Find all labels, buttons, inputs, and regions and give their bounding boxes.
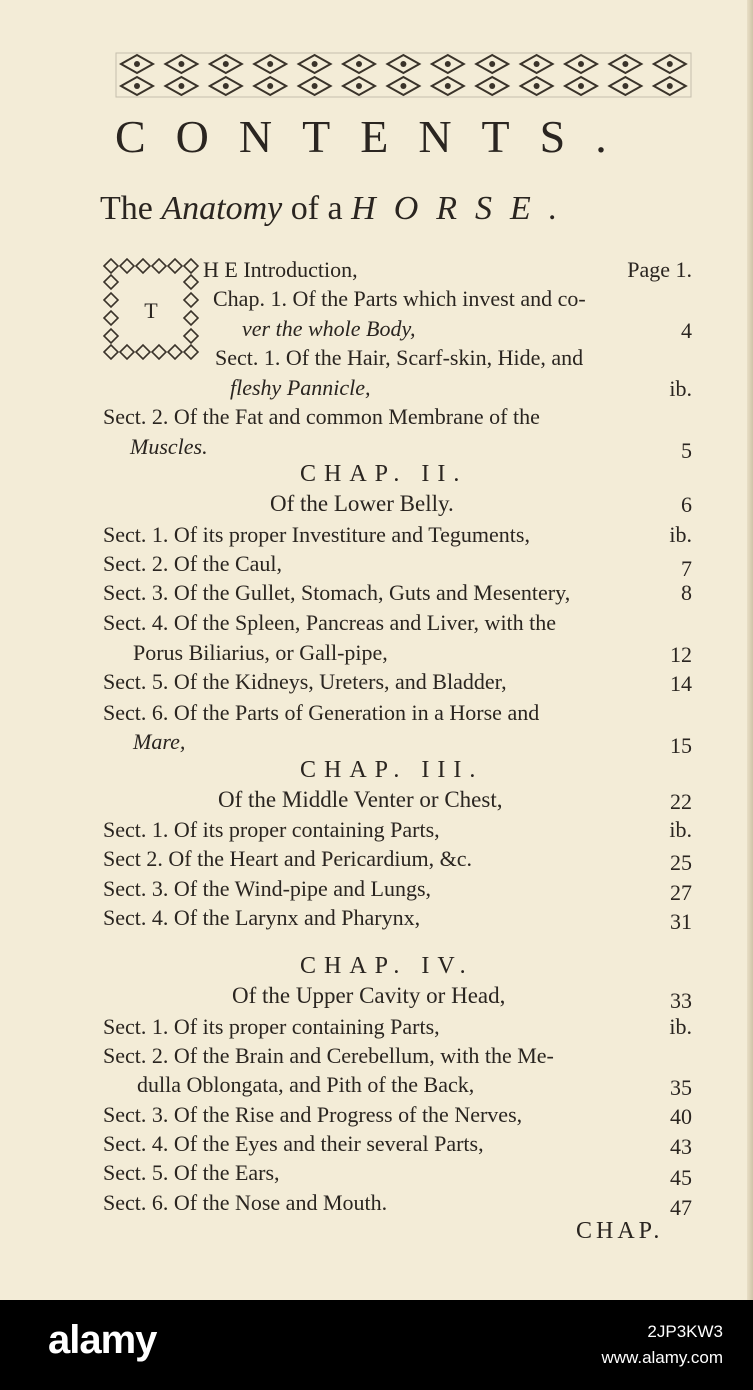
ornament-dot [622, 83, 628, 89]
ornament-dot [667, 61, 673, 67]
entry-page: 5 [681, 438, 692, 463]
entry-page: Page 1. [627, 257, 692, 282]
entry-section: Sect. 5. Of the Ears, [103, 1160, 280, 1185]
ornament-dot [578, 61, 584, 67]
entry-page: ib. [669, 1014, 692, 1039]
entry-page: 47 [670, 1195, 692, 1220]
entry-introduction: H E Introduction, [203, 257, 358, 282]
entry-continuation: ver the whole Body, [242, 316, 416, 341]
initial-border-motif [184, 311, 198, 325]
ornament-dot [312, 61, 318, 67]
chapter-title: Of the Upper Cavity or Head, [232, 983, 506, 1008]
ornament-dot [267, 83, 273, 89]
entry-section: Sect. 2. Of the Brain and Cerebellum, with the Me- [103, 1043, 554, 1068]
entry-page: 6 [681, 492, 692, 517]
entry-section: Sect. 6. Of the Parts of Generation in a Horse and [103, 700, 540, 725]
ornament-dot [356, 83, 362, 89]
ornament-dot [489, 61, 495, 67]
entry-page: 22 [670, 789, 692, 814]
entry-section: Sect. 5. Of the Kidneys, Ureters, and Bladder, [103, 669, 507, 694]
ornament-dot [134, 61, 140, 67]
entry-page: 33 [670, 988, 692, 1013]
ornament-band [115, 52, 692, 98]
entry-section: Sect. 3. Of the Gullet, Stomach, Guts and Mesentery, [103, 580, 571, 605]
initial-border-motif [152, 259, 166, 273]
entry-page: 40 [670, 1104, 692, 1129]
initial-border-motif [136, 345, 150, 359]
entry-page: 7 [681, 556, 692, 581]
subtitle-horse: HORSE. [351, 190, 576, 227]
entry-section: Sect. 3. Of the Rise and Progress of the Nerves, [103, 1102, 523, 1127]
entry-section: Sect 2. Of the Heart and Pericardium, &c. [103, 846, 472, 871]
entry-page: 8 [681, 580, 692, 605]
initial-border-motif [104, 293, 118, 307]
catchword: CHAP. [576, 1218, 664, 1244]
entry-section: Sect. 2. Of the Caul, [103, 551, 283, 576]
initial-border-motif [104, 259, 118, 273]
chapter-heading: CHAP. IV. [300, 953, 474, 979]
entry-section: Sect. 6. Of the Nose and Mouth. [103, 1190, 388, 1215]
entry-page: 27 [670, 880, 692, 905]
ornament-dot [223, 83, 229, 89]
entry-section: Sect. 3. Of the Wind-pipe and Lungs, [103, 876, 432, 901]
alamy-logo: alamy [48, 1318, 157, 1362]
entry-continuation: Mare, [133, 729, 186, 754]
initial-border-motif [120, 345, 134, 359]
subtitle-anatomy: Anatomy [161, 190, 283, 227]
ornament-dot [578, 83, 584, 89]
initial-border-motif [184, 259, 198, 273]
site-url: www.alamy.com [601, 1348, 723, 1367]
ornament-dot [400, 83, 406, 89]
entry-continuation: Porus Biliarius, or Gall-pipe, [133, 640, 388, 665]
entry-section: Sect. 2. Of the Fat and common Membrane of the [103, 404, 540, 429]
ornament-dot [312, 83, 318, 89]
ornament-dot [134, 83, 140, 89]
entry-section: Sect. 1. Of its proper containing Parts, [103, 1014, 440, 1039]
entry-page: 43 [670, 1134, 692, 1159]
entry-continuation: dulla Oblongata, and Pith of the Back, [137, 1072, 475, 1097]
entry-section: Sect. 4. Of the Larynx and Pharynx, [103, 905, 421, 930]
ornament-dot [622, 61, 628, 67]
entry-page: 14 [670, 671, 692, 696]
entry-page: 31 [670, 909, 692, 934]
entry-page: ib. [669, 376, 692, 401]
entry-page: 15 [670, 733, 692, 758]
entry-page: ib. [669, 522, 692, 547]
decorated-initial [103, 258, 199, 360]
chapter-heading: CHAP. II. [300, 461, 468, 487]
initial-border-motif [104, 311, 118, 325]
ornament-dot [223, 61, 229, 67]
ornament-dot [489, 83, 495, 89]
initial-border-motif [168, 259, 182, 273]
subtitle-of-a: of a [290, 190, 343, 227]
ornament-dot [267, 61, 273, 67]
initial-border-motif [184, 293, 198, 307]
chapter-heading: CHAP. III. [300, 757, 484, 783]
entry-section: Sect. 1. Of its proper Investiture and Teguments, [103, 522, 530, 547]
entry-page: 4 [681, 318, 692, 343]
initial-border-motif [120, 259, 134, 273]
chapter-title: Of the Middle Venter or Chest, [218, 787, 503, 812]
entry-section: Sect. 4. Of the Spleen, Pancreas and Liver, with the [103, 610, 557, 635]
initial-letter: T [144, 298, 158, 323]
page-title: CONTENTS. [115, 111, 637, 162]
entry-page: ib. [669, 817, 692, 842]
ornament-dot [400, 61, 406, 67]
page-subtitle [100, 190, 700, 228]
ornament-dot [178, 61, 184, 67]
ornament-dot [667, 83, 673, 89]
entry-chapter-1: Chap. 1. Of the Parts which invest and co- [213, 286, 586, 311]
initial-border-motif [104, 345, 118, 359]
initial-border-motif [152, 345, 166, 359]
entry-page: 25 [670, 850, 692, 875]
entry-page: 12 [670, 642, 692, 667]
page-edge [747, 0, 753, 1300]
initial-border-motif [104, 329, 118, 343]
initial-border-motif [184, 275, 198, 289]
initial-border-motif [136, 259, 150, 273]
ornament-dot [445, 61, 451, 67]
entry-section: Sect. 1. Of its proper containing Parts, [103, 817, 440, 842]
ornament-dot [534, 83, 540, 89]
ornament-dot [178, 83, 184, 89]
entry-continuation: Muscles. [130, 434, 208, 459]
initial-border-motif [168, 345, 182, 359]
initial-border-motif [104, 275, 118, 289]
entry-page: 45 [670, 1165, 692, 1190]
chapter-title: Of the Lower Belly. [270, 491, 454, 516]
entry-page: 35 [670, 1075, 692, 1100]
ornament-dot [356, 61, 362, 67]
entry-continuation: fleshy Pannicle, [230, 375, 371, 400]
initial-border-motif [184, 329, 198, 343]
initial-border-motif [184, 345, 198, 359]
subtitle-the: The [100, 190, 153, 227]
entry-section: Sect. 4. Of the Eyes and their several Parts, [103, 1131, 484, 1156]
entry-section: Sect. 1. Of the Hair, Scarf-skin, Hide, and [215, 345, 584, 370]
ornament-dot [445, 83, 451, 89]
ornament-dot [534, 61, 540, 67]
image-id: 2JP3KW3 [647, 1322, 723, 1341]
